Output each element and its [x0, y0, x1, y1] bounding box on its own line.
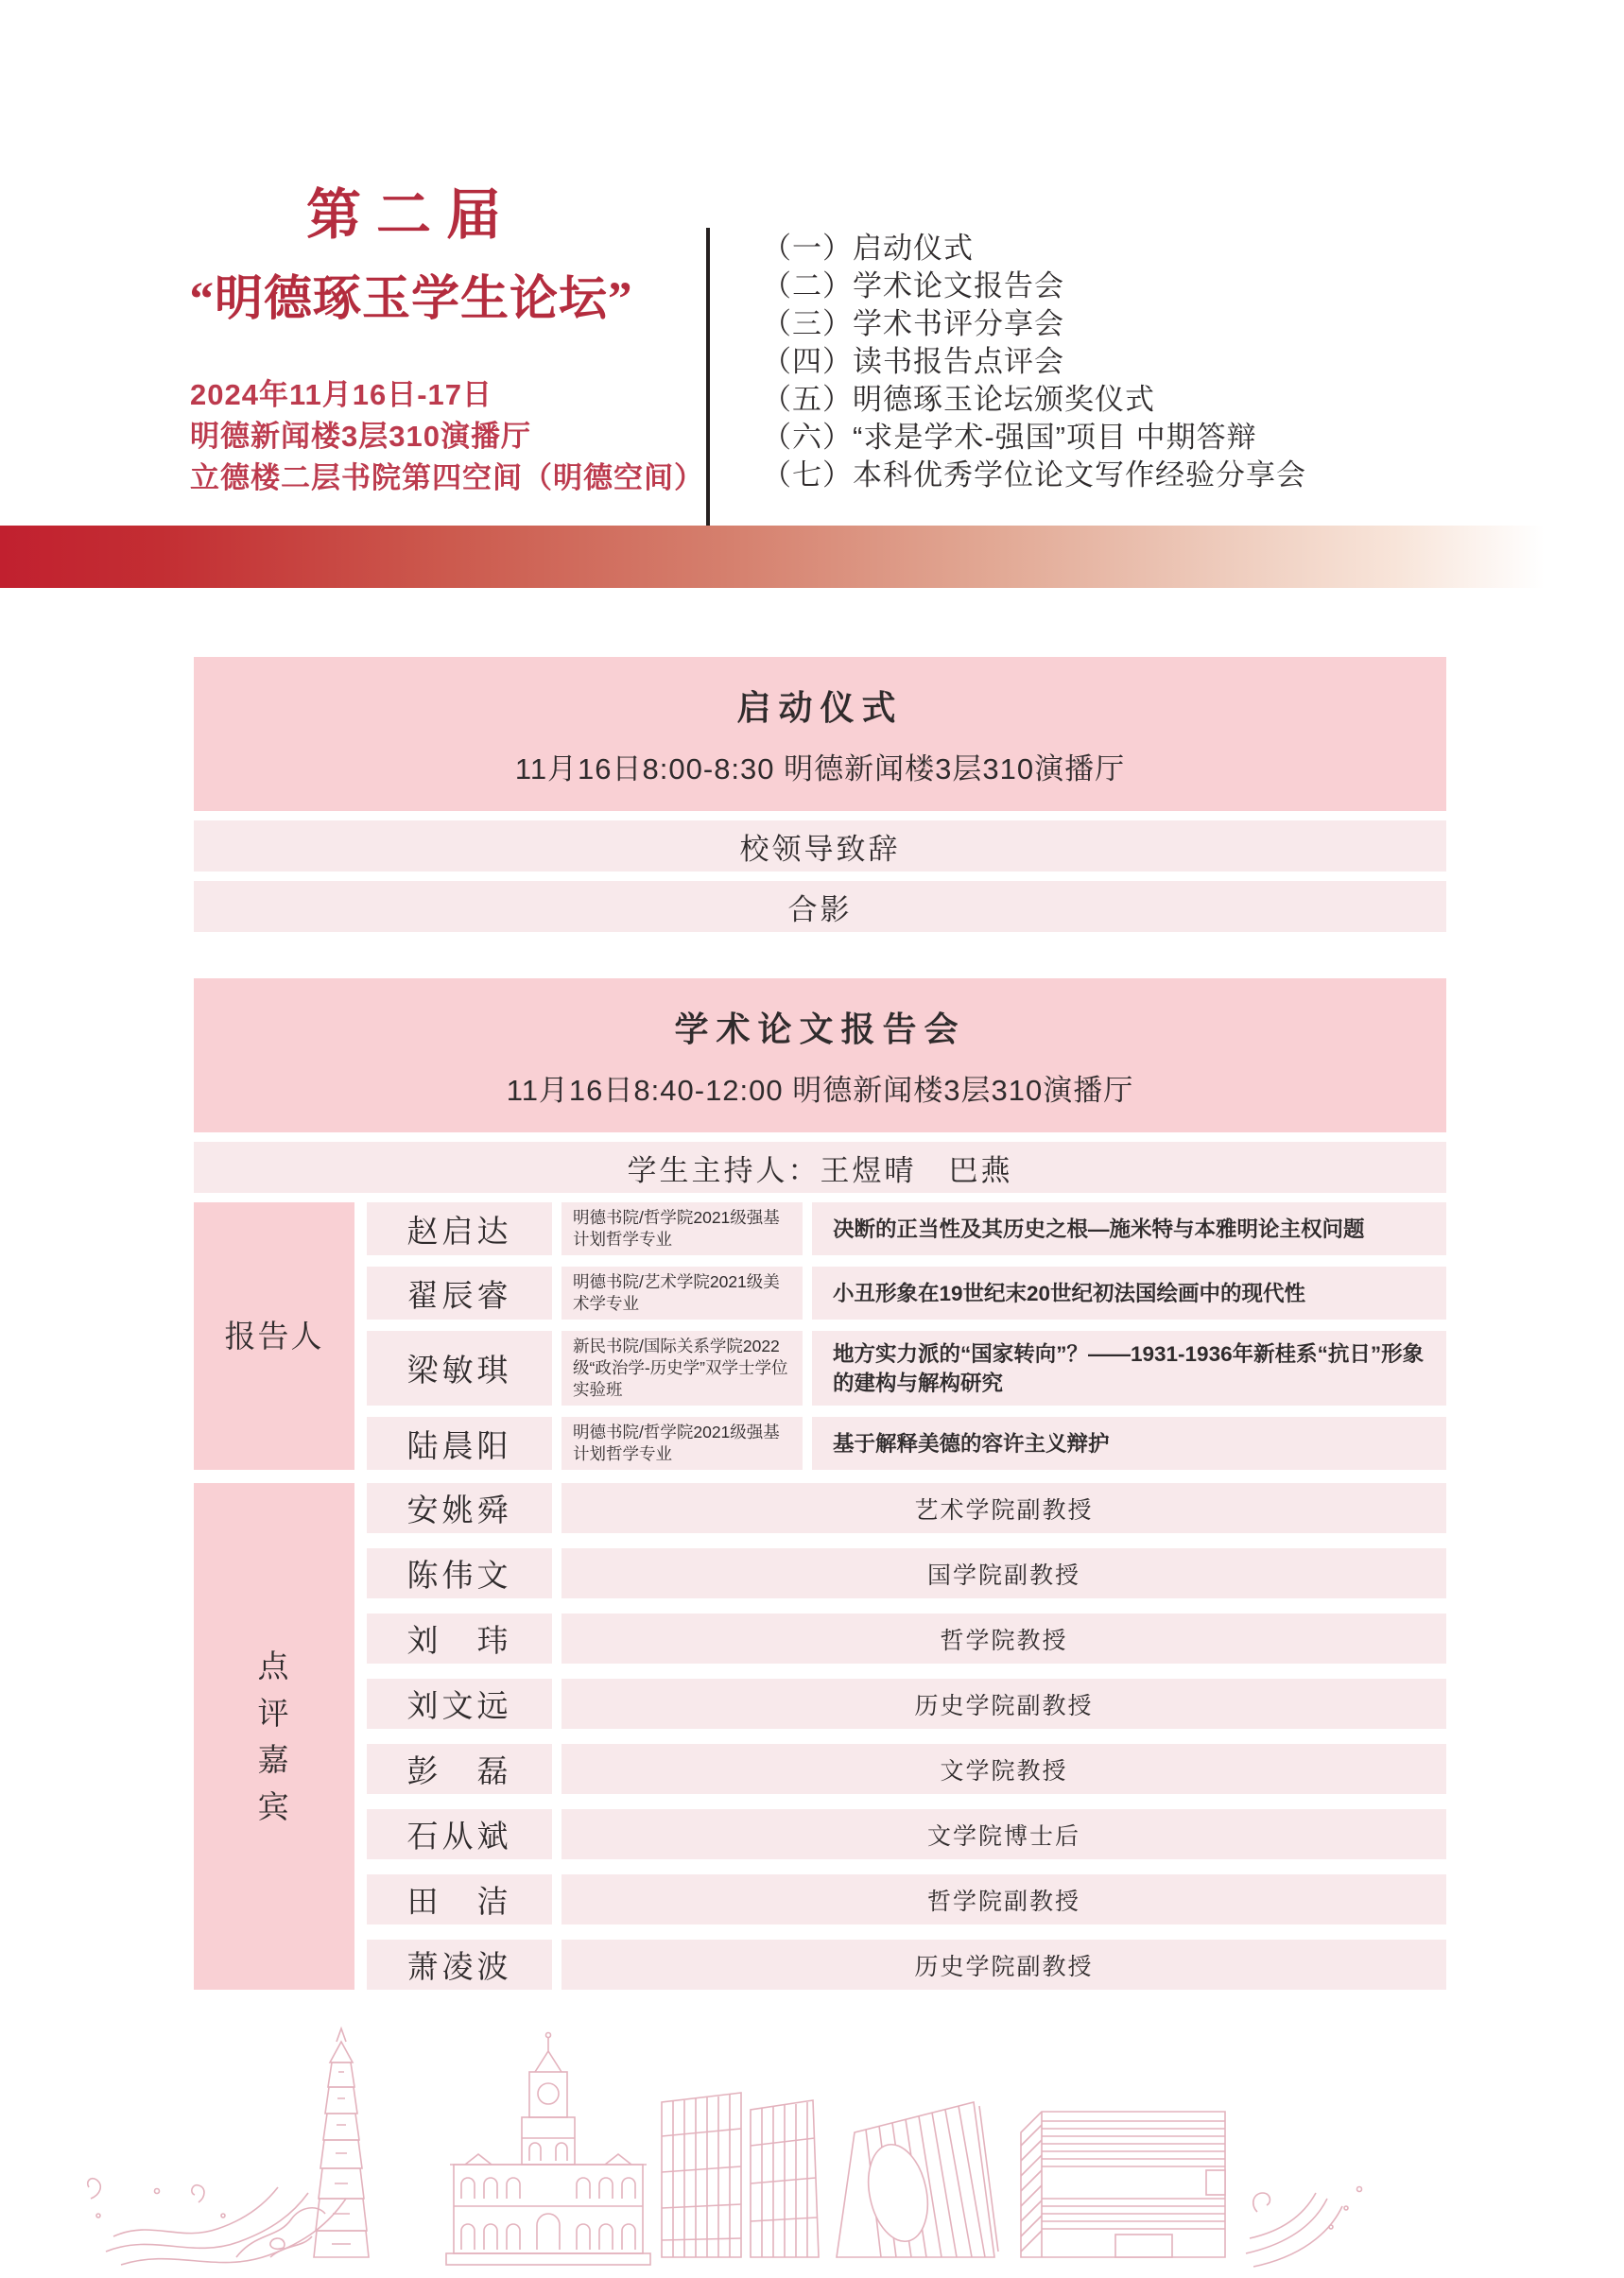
presenters-table [194, 1202, 1446, 1470]
presenter-name: 翟辰睿 [367, 1267, 552, 1320]
agenda-item-6: （六）“求是学术-强国”项目 中期答辩 [762, 421, 1257, 454]
launch-row-photo: 合影 [194, 881, 1446, 932]
agenda-item-2: （二）学术论文报告会 [762, 269, 1064, 302]
guests-label-text: 点评嘉宾 [257, 1648, 291, 1824]
guest-role: 哲学院副教授 [561, 1874, 1446, 1924]
presenter-row [367, 1267, 1446, 1320]
presenter-name: 赵启达 [367, 1202, 552, 1255]
campus-art-group [88, 2028, 1362, 2267]
presenter-paper-title: 基于解释美德的容许主义辩护 [812, 1417, 1446, 1470]
guests-table [194, 1483, 1446, 1990]
guest-name: 萧凌波 [367, 1940, 552, 1990]
section-launch-ceremony [194, 657, 1446, 932]
guest-role: 文学院教授 [561, 1744, 1446, 1794]
red-gradient-bar [0, 526, 1609, 588]
guest-name: 彭 磊 [367, 1744, 552, 1794]
papers-header [194, 978, 1446, 1132]
agenda-item-4: （四）读书报告点评会 [762, 345, 1064, 378]
forum-edition: 第二届 [305, 184, 516, 246]
guest-row [367, 1874, 1446, 1924]
event-venue-2: 立德楼二层书院第四空间（明德空间） [190, 461, 704, 494]
forum-title-block [113, 184, 709, 326]
event-meta [190, 374, 704, 499]
agenda-item-5: （五）明德琢玉论坛颁奖仪式 [762, 383, 1155, 416]
guest-name: 刘 玮 [367, 1614, 552, 1664]
guest-name: 安姚舜 [367, 1483, 552, 1533]
guest-name: 石从斌 [367, 1809, 552, 1859]
guest-row [367, 1548, 1446, 1598]
guest-role: 文学院博士后 [561, 1809, 1446, 1859]
guest-role: 历史学院副教授 [561, 1679, 1446, 1729]
launch-title: 启动仪式 [736, 687, 904, 727]
launch-schedule: 11月16日8:00-8:30 明德新闻楼3层310演播厅 [514, 751, 1126, 785]
moderator-row: 学生主持人：王煜晴 巴燕 [194, 1142, 1446, 1193]
guest-row [367, 1614, 1446, 1664]
guests-rows [367, 1483, 1446, 1990]
event-venue-1: 明德新闻楼3层310演播厅 [190, 420, 531, 453]
guest-name: 田 洁 [367, 1874, 552, 1924]
presenters-label: 报告人 [194, 1202, 354, 1470]
presenter-program: 新民书院/国际关系学院2022级“政治学-历史学”双学士学位实验班 [561, 1331, 803, 1406]
presenter-program: 明德书院/哲学院2021级强基计划哲学专业 [561, 1202, 803, 1255]
presenter-paper-title: 小丑形象在19世纪末20世纪初法国绘画中的现代性 [812, 1267, 1446, 1320]
forum-name: “明德琢玉学生论坛” [189, 272, 633, 326]
presenter-row [367, 1331, 1446, 1406]
presenter-row [367, 1417, 1446, 1470]
vertical-divider [706, 228, 710, 542]
section-paper-presentation [194, 978, 1446, 1990]
guest-role: 艺术学院副教授 [561, 1483, 1446, 1533]
agenda-list [762, 230, 1306, 494]
guest-role: 国学院副教授 [561, 1548, 1446, 1598]
presenter-paper-title: 地方实力派的“国家转向”？——1931-1936年新桂系“抗日”形象的建构与解构研究 [812, 1331, 1446, 1406]
presenter-program: 明德书院/哲学院2021级强基计划哲学专业 [561, 1417, 803, 1470]
presenter-paper-title: 决断的正当性及其历史之根—施米特与本雅明论主权问题 [812, 1202, 1446, 1255]
guests-label [194, 1483, 354, 1990]
agenda-item-3: （三）学术书评分享会 [762, 307, 1064, 340]
guest-row [367, 1744, 1446, 1794]
presenter-name: 梁敏琪 [367, 1331, 552, 1406]
presenter-name: 陆晨阳 [367, 1417, 552, 1470]
guest-name: 陈伟文 [367, 1548, 552, 1598]
agenda-item-1: （一）启动仪式 [762, 232, 974, 265]
guest-role: 哲学院教授 [561, 1614, 1446, 1664]
guest-row [367, 1809, 1446, 1859]
papers-schedule: 11月16日8:40-12:00 明德新闻楼3层310演播厅 [506, 1073, 1134, 1107]
agenda-item-7: （七）本科优秀学位论文写作经验分享会 [762, 458, 1306, 492]
presenter-program: 明德书院/艺术学院2021级美术学专业 [561, 1267, 803, 1320]
launch-header [194, 657, 1446, 811]
guest-row [367, 1679, 1446, 1729]
campus-illustration [0, 2011, 1624, 2278]
launch-row-speech: 校领导致辞 [194, 820, 1446, 872]
presenters-rows [367, 1202, 1446, 1470]
event-date: 2024年11月16日-17日 [190, 378, 493, 411]
guest-name: 刘文远 [367, 1679, 552, 1729]
guest-row [367, 1940, 1446, 1990]
guest-role: 历史学院副教授 [561, 1940, 1446, 1990]
papers-title: 学术论文报告会 [674, 1009, 966, 1048]
guest-row [367, 1483, 1446, 1533]
presenter-row [367, 1202, 1446, 1255]
